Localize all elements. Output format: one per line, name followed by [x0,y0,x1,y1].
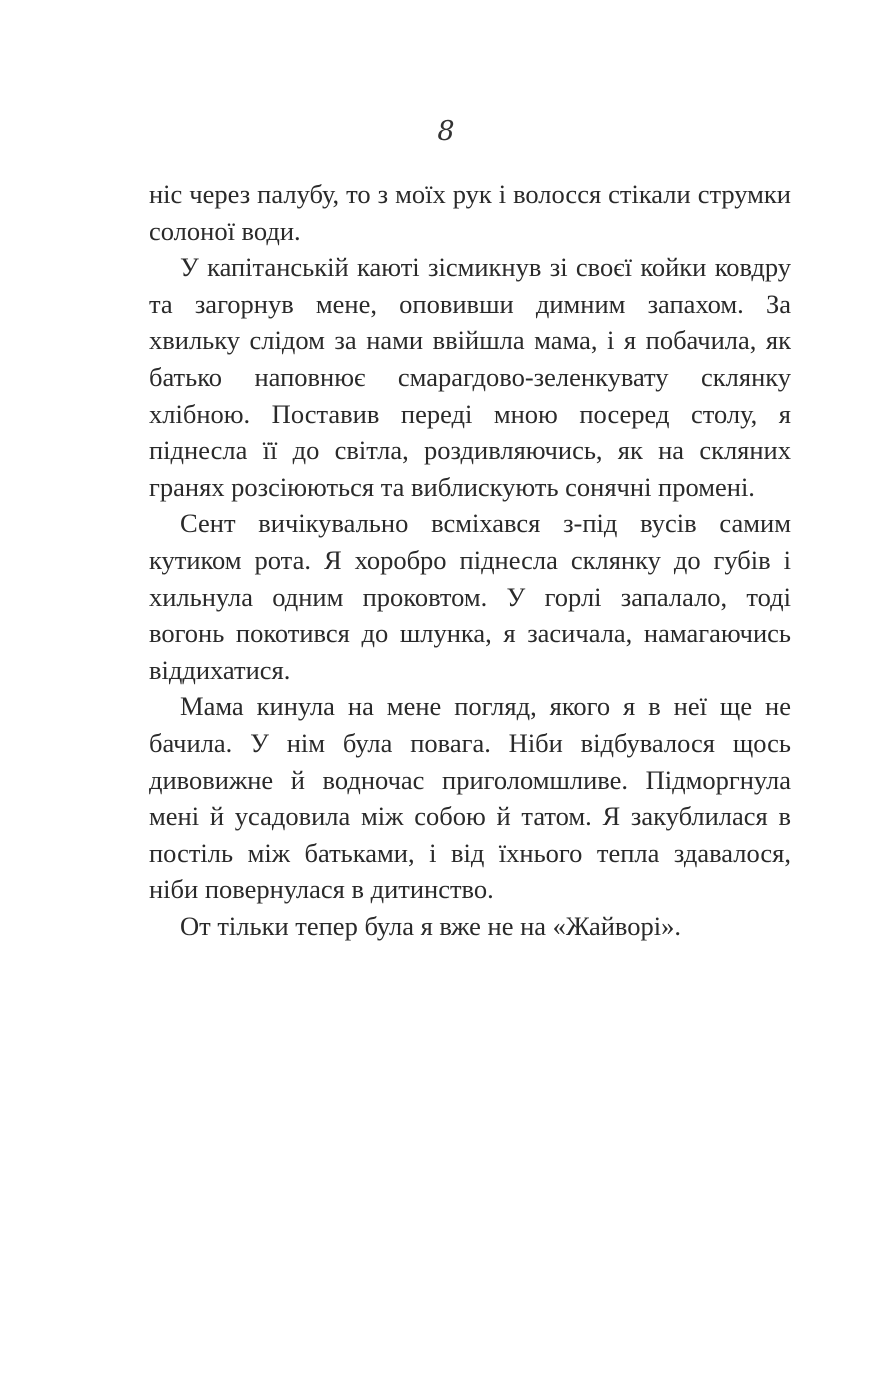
paragraph-1: ніс через палубу, то з моїх рук і волосся стікали струмки солоної води. [149,179,791,246]
paragraph-5: От тільки тепер була я вже не на «Жайворі». [180,910,682,941]
paragraph-4: Мама кинула на мене погляд, якого я в неї ще не бачила. У нім була повага. Ніби відбувалося щось дивовижне й водночас приголомшливе. Підморгнула мені й усадовила між собою й татом. Я закублилася в постіль між батьками, і від їхнього тепла здавалося, ніби повернулася в дитинство. [149,691,791,905]
page-number: 8 [437,116,455,147]
paragraph-3: Сент вичікувально всміхався з-під вусів самим кутиком рота. Я хоробро піднесла склянку до губів і хильнула одним проковтом. У горлі запалало, тоді вогонь покотився до шлунка, я засичала, намагаючись віддихатися. [149,508,791,685]
body-text [149,176,791,944]
paragraph-2: У капітанській каюті зісмикнув зі своєї койки ковдру та загорнув мене, оповивши димним запахом. За хвильку слідом за нами ввійшла мама, і я побачила, як батько наповнює смарагдово-зеленкувату склянку хлібною. Поставив переді мною посеред столу, я піднесла її до світла, роздивляючись, як на скляних гранях розсіюються та виблискують сонячні промені. [149,252,791,502]
